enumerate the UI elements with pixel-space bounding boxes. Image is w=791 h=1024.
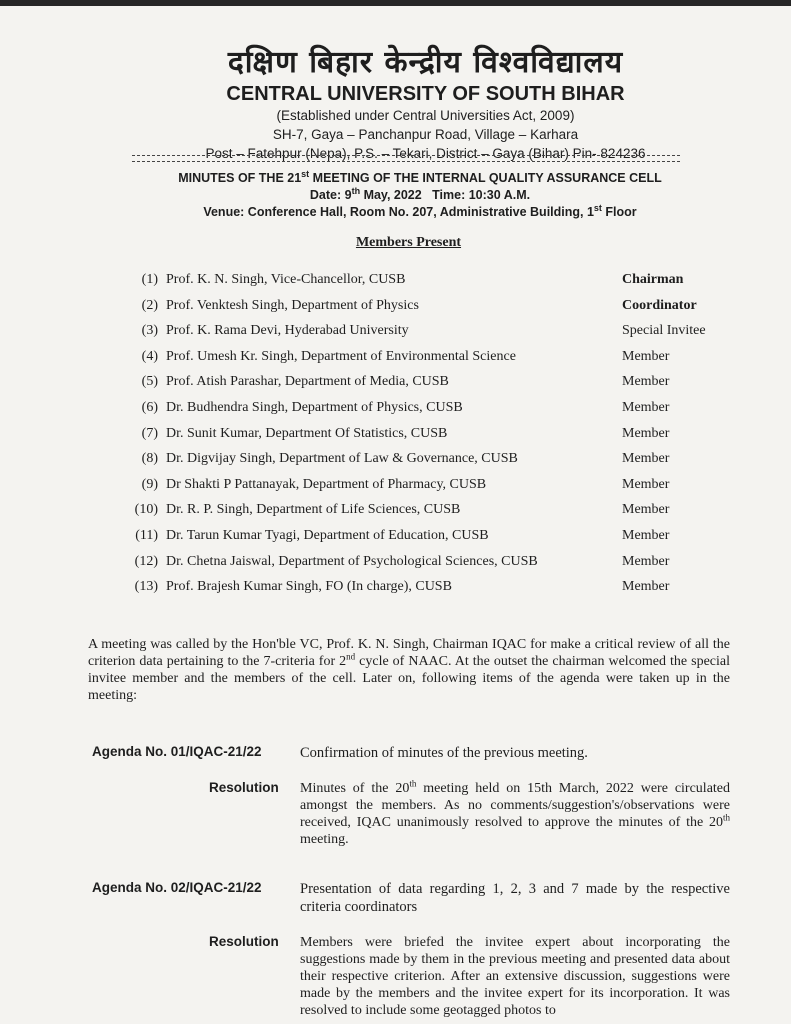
university-name-hindi: दक्षिण बिहार केन्द्रीय विश्वविद्यालय bbox=[227, 45, 624, 80]
member-number: (5) bbox=[141, 374, 158, 390]
agenda-2-label: Agenda No. 02/IQAC-21/22 bbox=[92, 880, 262, 895]
meeting-date-time: Date: 9th May, 2022 Time: 10:30 A.M. bbox=[309, 185, 531, 202]
agenda-2-resolution-label: Resolution bbox=[209, 934, 279, 949]
member-role: Member bbox=[622, 425, 670, 441]
member-name: Prof. K. Rama Devi, Hyderabad University bbox=[166, 323, 409, 339]
member-name: Prof. Atish Parashar, Department of Media, CUSB bbox=[166, 374, 449, 390]
meeting-venue: Venue: Conference Hall, Room No. 207, Administrative Building, 1st Floor bbox=[203, 202, 637, 219]
member-row bbox=[128, 451, 728, 471]
member-role: Member bbox=[622, 400, 670, 415]
member-name: Prof. Umesh Kr. Singh, Department of Environmental Science bbox=[166, 348, 516, 364]
member-row bbox=[128, 502, 728, 522]
member-name: Prof. Venktesh Singh, Department of Physics bbox=[166, 297, 419, 313]
agenda-1-resolution-label: Resolution bbox=[209, 780, 279, 795]
member-number: (6) bbox=[141, 400, 158, 415]
member-role: Member bbox=[622, 476, 670, 492]
established-line: (Established under Central Universities Act, 2009) bbox=[276, 108, 575, 123]
member-number: (9) bbox=[141, 476, 158, 492]
member-role: Coordinator bbox=[622, 297, 697, 313]
member-number: (7) bbox=[141, 425, 158, 441]
member-role: Member bbox=[622, 348, 670, 364]
member-number: (1) bbox=[141, 272, 158, 287]
member-number: (4) bbox=[141, 348, 158, 364]
agenda-1-text: Confirmation of minutes of the previous meeting. bbox=[300, 745, 588, 761]
member-role: Member bbox=[622, 451, 670, 467]
university-name: CENTRAL UNIVERSITY OF SOUTH BIHAR bbox=[226, 83, 625, 105]
member-number: (12) bbox=[134, 553, 158, 569]
minutes-title: MINUTES OF THE 21st MEETING OF THE INTERNAL QUALITY ASSURANCE CELL bbox=[178, 168, 662, 185]
intro-paragraph: A meeting was called by the Hon'ble VC, Prof. K. N. Singh, Chairman IQAC for make a critical review of all the criterion data pertaining to the 7-criteria for 2nd cycle of NAAC. At the outset the chairman welcomed the special invitee member and the members of the cell. Later on, following items of the agenda were taken up in the meeting: bbox=[88, 637, 730, 703]
member-row bbox=[128, 298, 728, 318]
address-line-1: SH-7, Gaya – Panchanpur Road, Village – Karhara bbox=[272, 127, 579, 142]
member-number: (2) bbox=[141, 297, 158, 313]
meeting-heading bbox=[140, 170, 700, 221]
member-number: (10) bbox=[134, 502, 158, 518]
members-present-heading: Members Present bbox=[355, 235, 462, 250]
scan-top-edge bbox=[0, 0, 791, 6]
member-role: Member bbox=[622, 374, 670, 390]
member-name: Prof. K. N. Singh, Vice-Chancellor, CUSB bbox=[166, 272, 406, 287]
member-row bbox=[128, 323, 728, 343]
member-role: Special Invitee bbox=[622, 323, 706, 339]
member-name: Dr. Sunit Kumar, Department Of Statistics, CUSB bbox=[166, 425, 448, 441]
member-name: Dr. R. P. Singh, Department of Life Sciences, CUSB bbox=[166, 502, 461, 518]
member-row bbox=[128, 579, 728, 599]
member-name: Dr Shakti P Pattanayak, Department of Pharmacy, CUSB bbox=[166, 476, 487, 492]
member-name: Dr. Digvijay Singh, Department of Law & Governance, CUSB bbox=[166, 451, 518, 467]
member-role: Member bbox=[622, 553, 670, 569]
member-row bbox=[128, 528, 728, 548]
address-line-2: Post – Fatehpur (Nepa), P.S. – Tekari, District – Gaya (Bihar) Pin- 824236 bbox=[205, 146, 646, 161]
member-row bbox=[128, 272, 728, 292]
member-number: (11) bbox=[135, 528, 158, 543]
agenda-2-text: Presentation of data regarding 1, 2, 3 and 7 made by the respective criteria coordinators bbox=[300, 881, 730, 915]
agenda-2-resolution-text: Members were briefed the invitee expert about incorporating the suggestions made by them in the previous meeting and presented data about their respective criterion. After an extensive discussion, suggestions were made by the members and the invitee expert for its incorporation. It was resolved to include some geotagged photos to bbox=[300, 935, 730, 1018]
member-name: Prof. Brajesh Kumar Singh, FO (In charge), CUSB bbox=[166, 579, 452, 595]
member-role: Member bbox=[622, 502, 670, 518]
member-row bbox=[128, 374, 728, 394]
member-number: (13) bbox=[134, 579, 158, 595]
member-row bbox=[128, 554, 728, 574]
agenda-1-label: Agenda No. 01/IQAC-21/22 bbox=[92, 744, 262, 759]
member-role: Member bbox=[622, 579, 670, 595]
member-role: Chairman bbox=[622, 272, 684, 287]
member-role: Member bbox=[622, 528, 670, 543]
member-name: Dr. Budhendra Singh, Department of Physics, CUSB bbox=[166, 400, 463, 415]
member-number: (3) bbox=[141, 323, 158, 339]
header-divider bbox=[132, 155, 680, 162]
agenda-1-resolution-text: Minutes of the 20th meeting held on 15th March, 2022 were circulated amongst the members. As no comments/suggestion's/observations were received, IQAC unanimously resolved to approve the minutes of the 20th meeting. bbox=[300, 778, 731, 847]
member-number: (8) bbox=[141, 451, 158, 467]
letterhead bbox=[0, 40, 791, 163]
member-row bbox=[128, 400, 728, 420]
member-row bbox=[128, 426, 728, 446]
member-row bbox=[128, 349, 728, 369]
member-name: Dr. Tarun Kumar Tyagi, Department of Education, CUSB bbox=[166, 528, 489, 543]
member-row bbox=[128, 477, 728, 497]
member-name: Dr. Chetna Jaiswal, Department of Psychological Sciences, CUSB bbox=[166, 553, 538, 569]
